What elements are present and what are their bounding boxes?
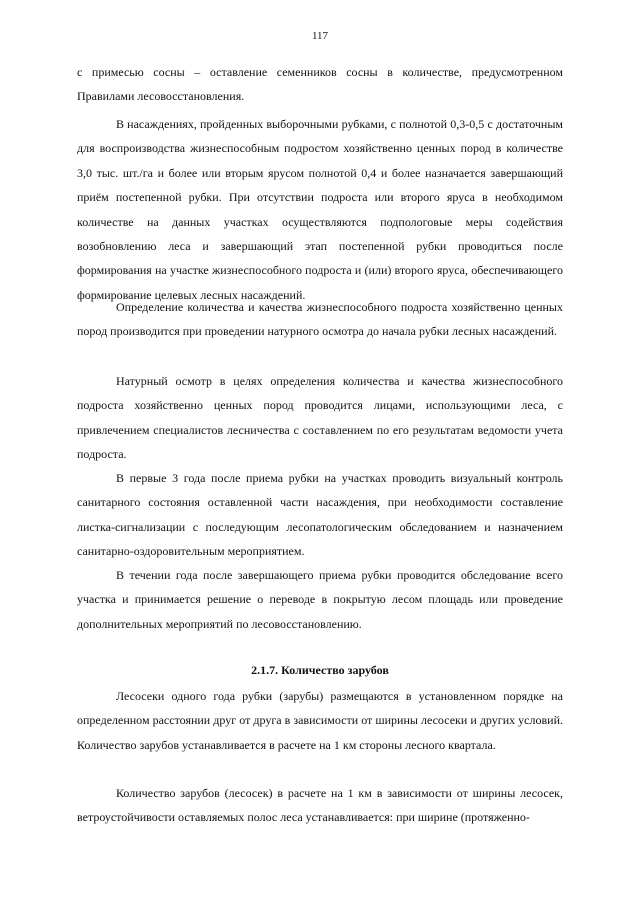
page-number: 117 xyxy=(311,30,329,42)
paragraph-final-survey xyxy=(77,563,563,636)
paragraph-text: Определение количества и качества жизнеспособного подроста хозяйственно ценных пород производится при проведении натурного осмотра до начала рубки лесных насаждений. xyxy=(77,300,563,339)
paragraph-text: В первые 3 года после приема рубки на участках проводить визуальный контроль санитарного состояния оставленной части насаждения, при необходимости составление листка-сигнализации с последующим лесопатологическим обследованием и назначением санитарно-оздоровительным мероприятием. xyxy=(77,471,563,559)
paragraph-selective-cutting xyxy=(77,112,563,307)
paragraph-text: В насаждениях, пройденных выборочными рубками, с полнотой 0,3-0,5 с достаточным для воспроизводства жизнеспособным подростом хозяйственно ценных пород в количестве 3,0 тыс. шт./га и более или вторым ярусом полнотой 0,4 и более назначается завершающий приём постепенной рубки. При отсутствии подроста или второго яруса в необходимом количестве на данных участках осуществляются подпологовые меры содействия возобновлению леса и завершающий этап постепенной рубки проводиться после формирования на участке жизнеспособного подроста и (или) второго яруса, обеспечивающего формирование целевых лесных насаждений. xyxy=(77,117,563,302)
paragraph-text: Лесосеки одного года рубки (зарубы) размещаются в установленном порядке на определенном расстоянии друг от друга в зависимости от ширины лесосеки и других условий. Количество зарубов устанавливается в расчете на 1 км стороны лесного квартала. xyxy=(77,689,563,752)
paragraph-text: Натурный осмотр в целях определения количества и качества жизнеспособного подроста хозяйственно ценных пород проводится лицами, использующими леса, с привлечением специалистов лесничества с составлением по его результатам ведомости учета подроста. xyxy=(77,374,563,462)
paragraph-cutting-areas xyxy=(77,684,563,757)
paragraph-sanitary-control xyxy=(77,466,563,564)
paragraph-text: В течении года после завершающего приема рубки проводится обследование всего участка и принимается решение о переводе в покрытую лесом площадь или проведение дополнительных мероприятий по лесовосстановлению. xyxy=(77,568,563,631)
paragraph-text: с примесью сосны – оставление семенников сосны в количестве, предусмотренном Правилами лесовосстановления. xyxy=(77,65,563,104)
paragraph-field-inspection xyxy=(77,369,563,467)
paragraph-cutting-count xyxy=(77,781,563,830)
paragraph-text: Количество зарубов (лесосек) в расчете на 1 км в зависимости от ширины лесосек, ветроустойчивости оставляемых полос леса устанавливается: при ширине (протяженно- xyxy=(77,786,563,825)
paragraph-continuation xyxy=(77,60,563,109)
section-heading: 2.1.7. Количество зарубов xyxy=(251,663,389,677)
paragraph-undergrowth-assessment xyxy=(77,295,563,344)
